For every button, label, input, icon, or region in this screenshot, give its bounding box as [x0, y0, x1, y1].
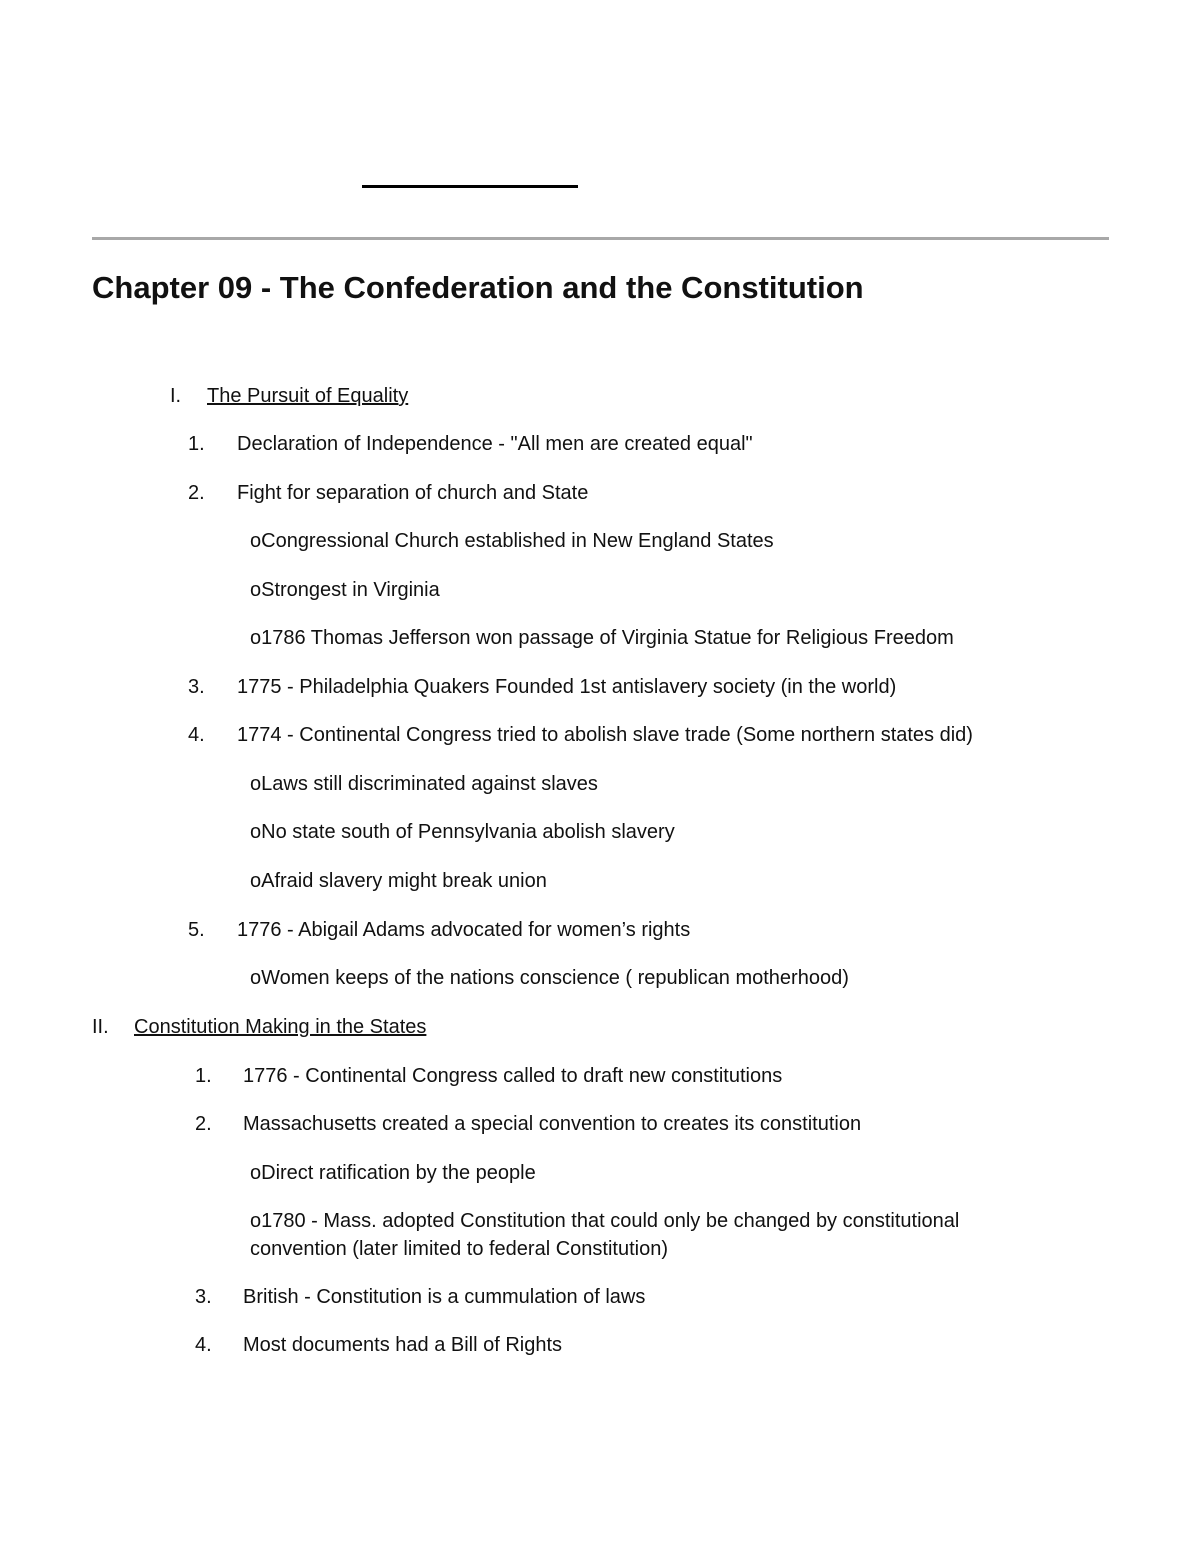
item-text: 1776 - Continental Congress called to draft new constitutions	[243, 1065, 783, 1087]
sub-list-item: oLaws still discriminated against slaves	[250, 773, 598, 795]
item-number: 4.	[195, 1334, 212, 1356]
item-number: 4.	[188, 724, 205, 746]
item-text: Most documents had a Bill of Rights	[243, 1334, 563, 1356]
item-text: 1776 - Abigail Adams advocated for women’s rights	[237, 919, 691, 941]
item-text: 1774 - Continental Congress tried to abolish slave trade (Some northern states did)	[237, 724, 973, 746]
item-text: Declaration of Independence - "All men are created equal"	[237, 433, 753, 455]
item-number: 2.	[188, 482, 205, 504]
sub-list-item: oAfraid slavery might break union	[250, 870, 547, 892]
section-numeral: II.	[92, 1016, 109, 1038]
sub-list-item: o1780 - Mass. adopted Constitution that could only be changed by constitutional convention (later limited to federal Constitution)	[250, 1210, 960, 1260]
item-text: Massachusetts created a special convention to creates its constitution	[243, 1113, 862, 1135]
page-title: Chapter 09 - The Confederation and the Constitution	[92, 270, 864, 305]
sub-list-item: o1786 Thomas Jefferson won passage of Virginia Statue for Religious Freedom	[250, 627, 954, 649]
sub-list-item: oNo state south of Pennsylvania abolish slavery	[250, 821, 675, 843]
sub-list-item: oStrongest in Virginia	[250, 579, 440, 601]
item-text: 1775 - Philadelphia Quakers Founded 1st antislavery society (in the world)	[237, 676, 897, 698]
item-number: 1.	[188, 433, 205, 455]
section-title: Constitution Making in the States	[134, 1016, 427, 1038]
item-number: 3.	[188, 676, 205, 698]
item-text: Fight for separation of church and State	[237, 482, 589, 504]
item-number: 3.	[195, 1286, 212, 1308]
item-text: British - Constitution is a cummulation of laws	[243, 1286, 646, 1308]
item-number: 1.	[195, 1065, 212, 1087]
item-number: 5.	[188, 919, 205, 941]
sub-list-item: oDirect ratification by the people	[250, 1162, 536, 1184]
item-number: 2.	[195, 1113, 212, 1135]
horizontal-divider	[92, 237, 1109, 240]
section-title: The Pursuit of Equality	[207, 385, 409, 407]
top-blank-line	[362, 185, 578, 188]
section-numeral: I.	[170, 385, 182, 407]
sub-list-item: oCongressional Church established in New England States	[250, 530, 774, 552]
sub-list-item: oWomen keeps of the nations conscience ( republican motherhood)	[250, 967, 849, 989]
